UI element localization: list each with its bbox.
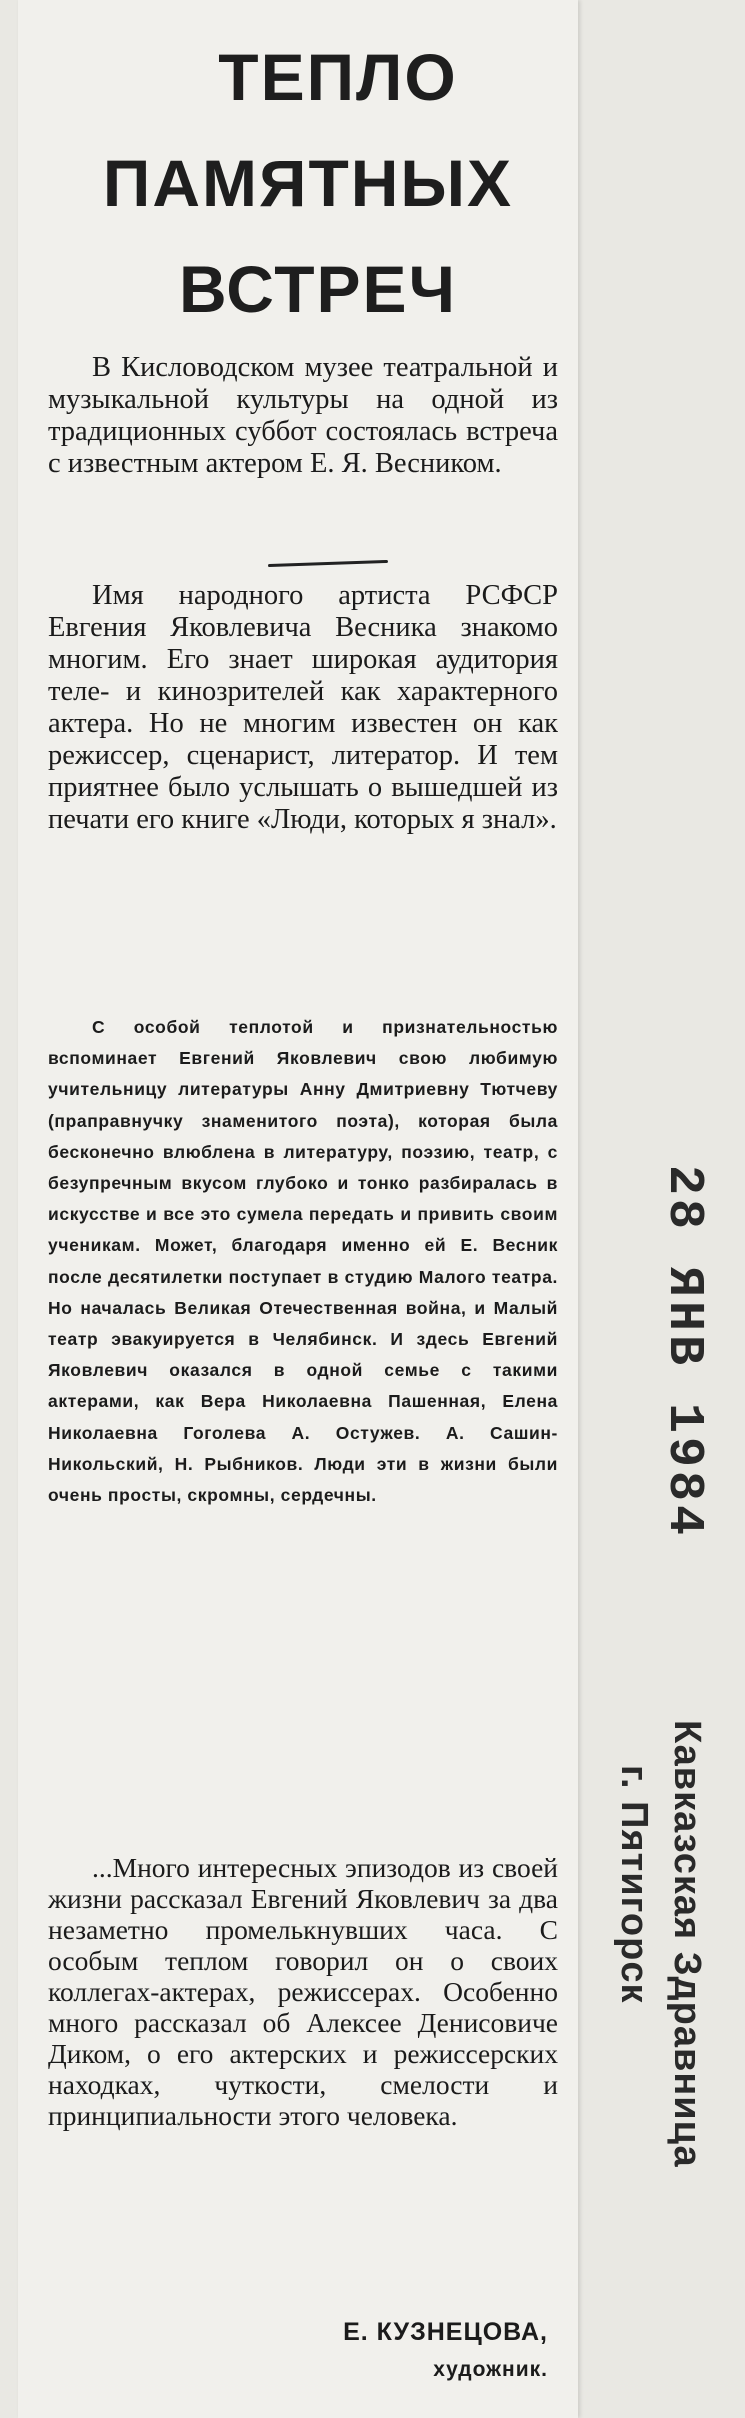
headline-line-2: ПАМЯТНЫХ xyxy=(102,146,514,220)
author-role: художник. xyxy=(433,2358,548,2381)
headline-line-3: ВСТРЕЧ xyxy=(179,252,457,326)
city-stamp: г. Пятигорск xyxy=(613,1765,655,2004)
body-paragraph-memories: С особой теплотой и признательностью вспоминает Евгений Яковлевич свою любимую учительницу литературы Анну Дмитриевну Тютчеву (праправнучку знаменитого поэта), которая была бесконечно влюблена в литературу, поэзию, театр, с безупречным вкусом глубоко и тонко разбиралась в искусстве и все это сумела передать и привить своим ученикам. Может, благодаря именно ей Е. Весник после десятилетки поступает в студию Малого театра. Но началась Великая Отечественная война, и Малый театр эвакуируется в Челябинск. И здесь Евгений Яковлевич оказался в одной семье с такими актерами, как Вера Николаевна Пашенная, Елена Николаевна Гоголева А. Остужев. А. Сашин-Никольский, Н. Рыбников. Люди эти в жизни были очень просты, скромны, сердечны. xyxy=(48,1017,558,1506)
headline-line-1: ТЕПЛО xyxy=(218,40,458,114)
intro-paragraph: Имя народного артиста РСФСР Евгения Яковлевича Весника знакомо многим. Его знает широкая аудитория теле- и кинозрителей как характерного актера. Но не многим известен он как режиссер, сценарист, литератор. И тем приятнее было услышать о вышедшей из печати его книге «Люди, которых я знал». xyxy=(48,580,558,835)
newspaper-name-stamp: Кавказская Здравница xyxy=(666,1720,708,2168)
body-paragraph-episodes: ...Много интересных эпизодов из своей жизни рассказал Евгений Яковлевич за два незаметно промелькнувших часа. С особым теплом говорил он о своих коллегах-актерах, режиссерах. Особенно много рассказал об Алексее Денисовиче Диком, о его актерских и режиссерских находках, чуткости, смелости и принципиальности этого человека. xyxy=(48,1852,558,2131)
date-stamp: 28 ЯНВ 1984 xyxy=(655,1165,712,1540)
newspaper-clipping xyxy=(18,0,578,2418)
author-name: Е. КУЗНЕЦОВА, xyxy=(343,2318,548,2346)
pen-underline-mark xyxy=(268,560,388,567)
lead-paragraph: В Кисловодском музее театральной и музыкальной культуры на одной из традиционных суббот состоялась встреча с известным актером Е. Я. Весником. xyxy=(48,352,558,479)
